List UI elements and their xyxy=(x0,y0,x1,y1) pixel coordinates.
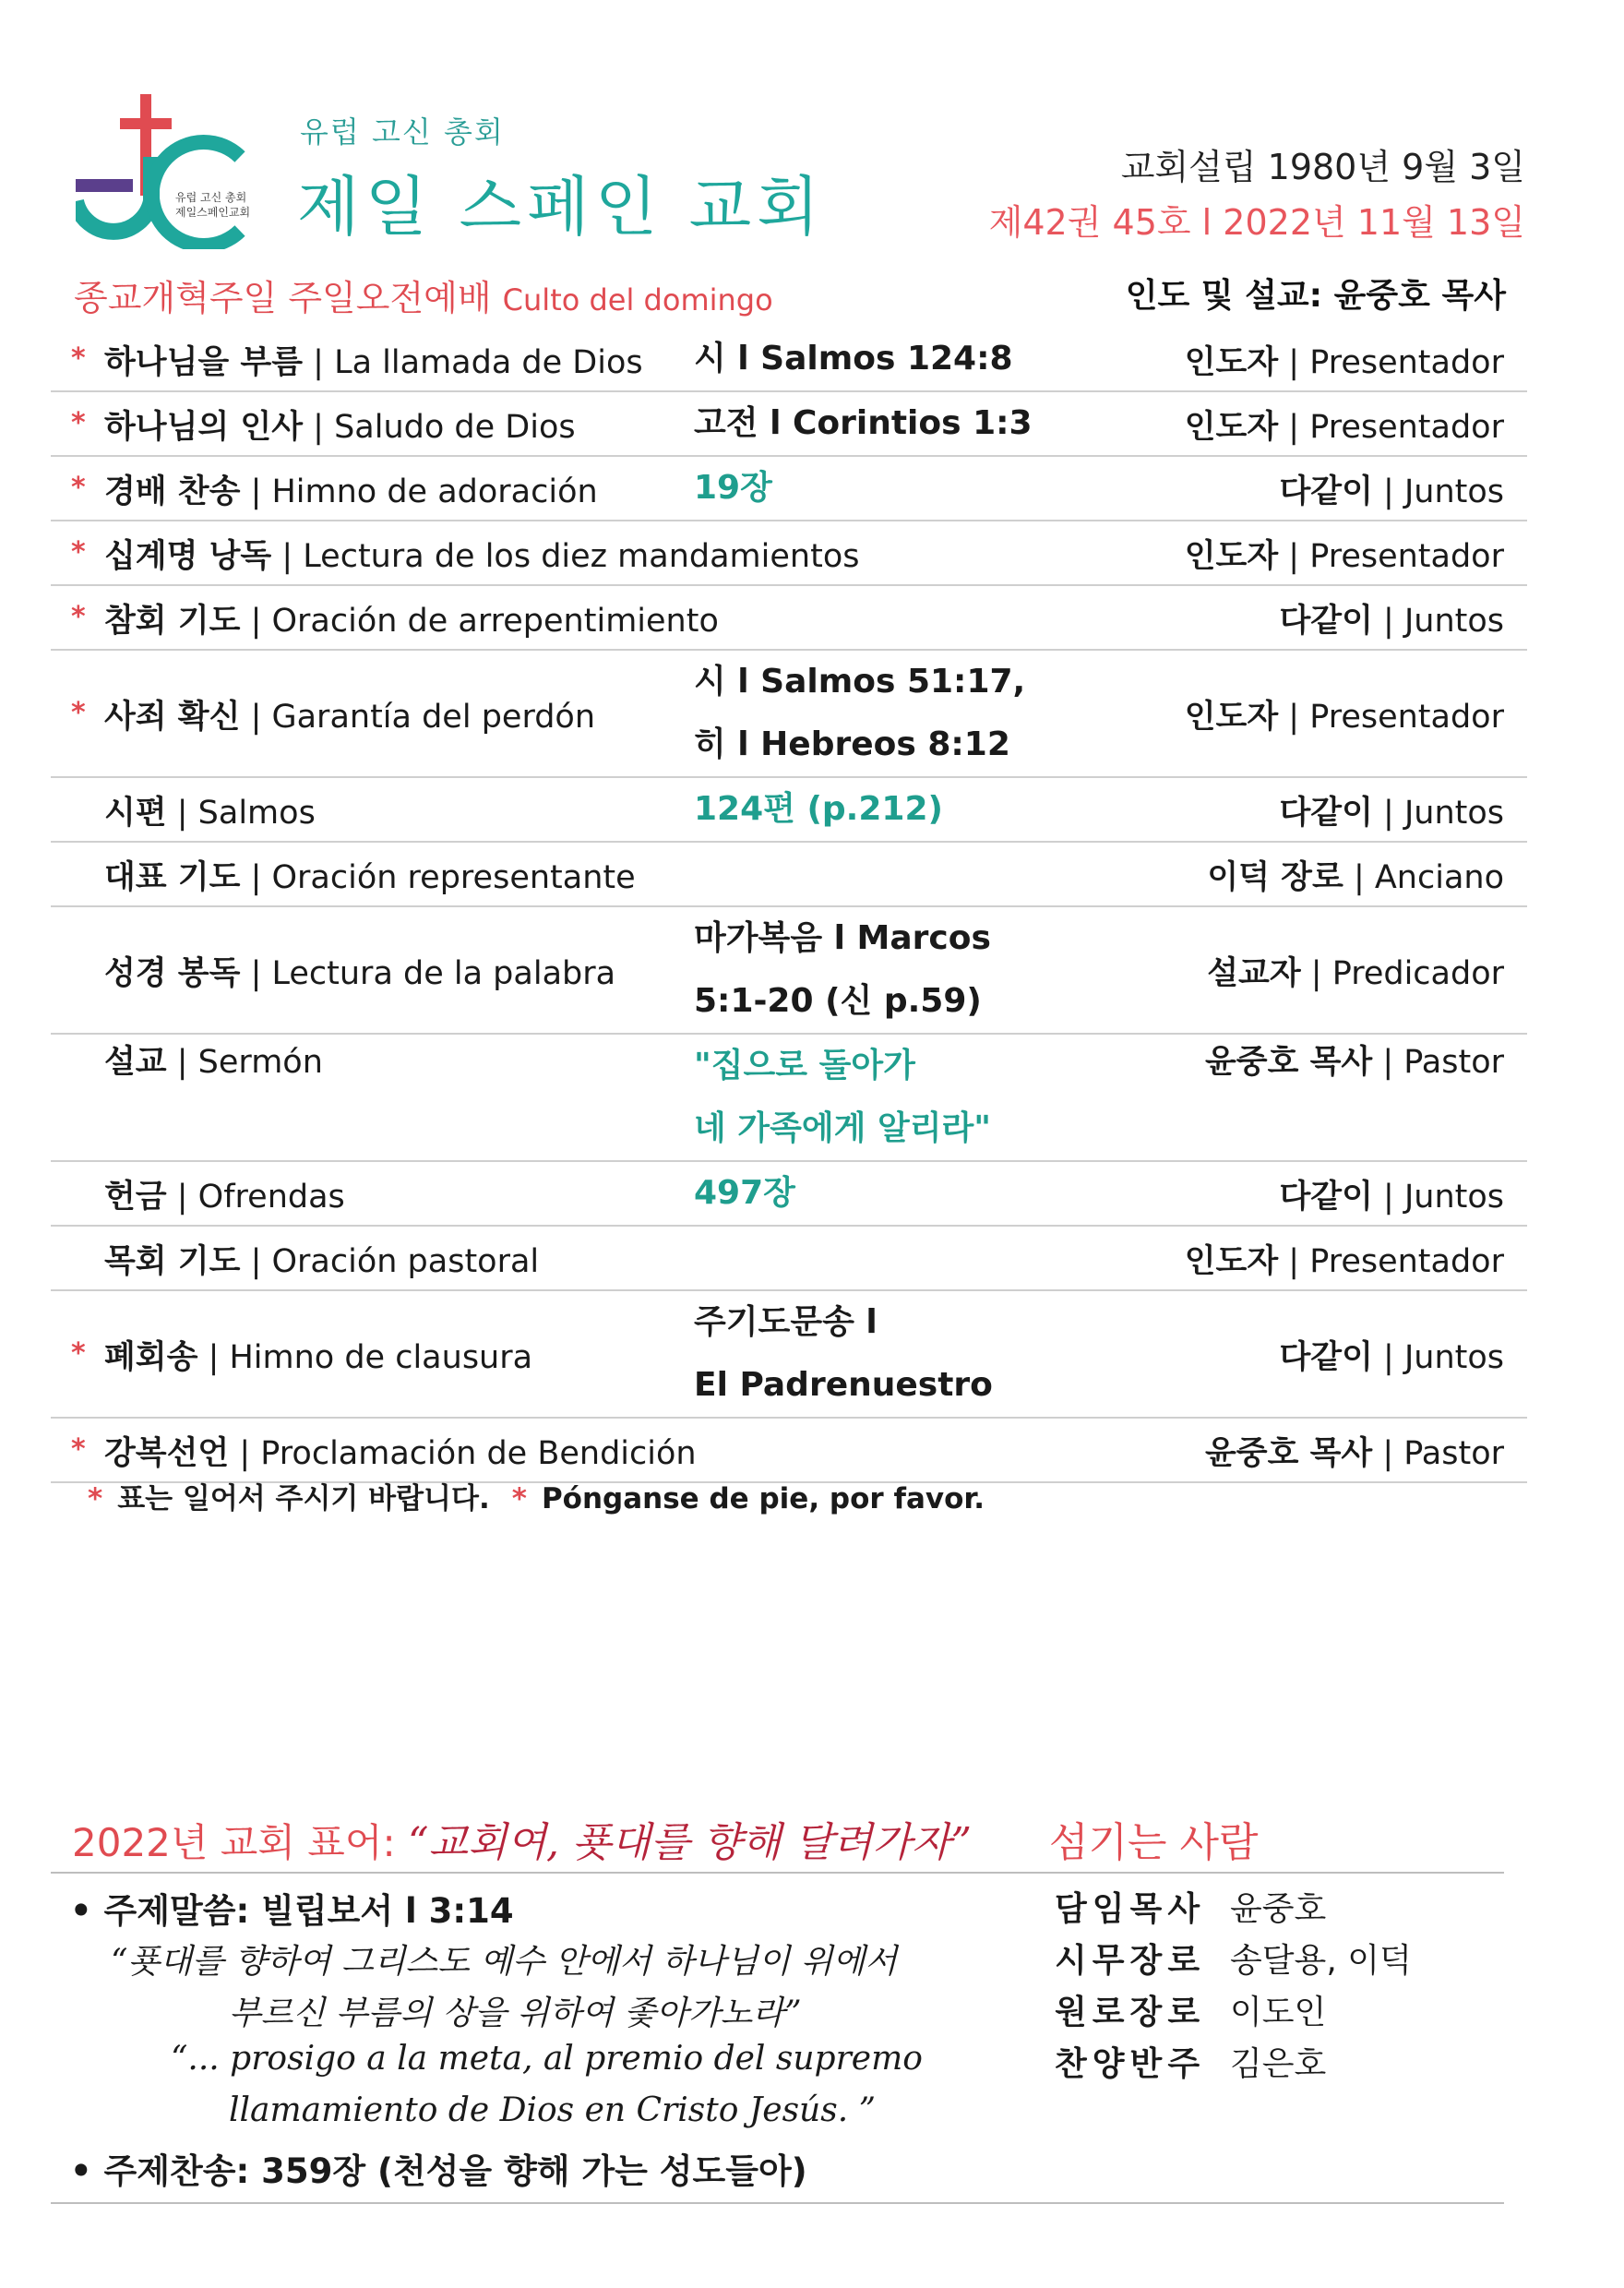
role-ko: 다같이 xyxy=(1279,1339,1373,1376)
worship-row xyxy=(51,651,1527,778)
stand-star: * xyxy=(88,1482,103,1515)
ref-line-2: 히 l Hebreos 8:12 xyxy=(694,725,1010,763)
theme-quote-ko-1: “푯대를 향하여 그리스도 예수 안에서 하나님이 위에서 xyxy=(111,1943,898,1981)
servant-title: 찬양반주 xyxy=(1055,2045,1206,2083)
worship-item: 강복선언 | Proclamación de Bendición xyxy=(104,1435,697,1472)
worship-row xyxy=(51,1162,1527,1227)
servant-entry xyxy=(1055,1935,1412,1982)
item-es: La llamada de Dios xyxy=(334,344,643,381)
item-es: Sermón xyxy=(197,1044,323,1081)
servant-name: 윤중호 xyxy=(1230,1890,1327,1928)
worship-role: 설교자 | Predicador xyxy=(1207,955,1504,992)
role-ko: 다같이 xyxy=(1279,795,1373,832)
worship-item: 하나님을 부름 | La llamada de Dios xyxy=(104,344,643,381)
item-es: Salmos xyxy=(197,795,316,832)
item-ko: 설교 xyxy=(104,1044,167,1081)
worship-item: 헌금 | Ofrendas xyxy=(104,1179,345,1216)
role-es: Presentador xyxy=(1309,344,1504,381)
worship-role: 다같이 | Juntos xyxy=(1279,603,1504,640)
servant-name: 이도인 xyxy=(1230,1994,1327,2031)
role-ko: 다같이 xyxy=(1279,473,1373,510)
service-title-es: Culto del domingo xyxy=(502,282,773,317)
theme-quote-es-1: “... prosigo a la meta, al premio del supremo xyxy=(171,2040,923,2078)
worship-row xyxy=(51,843,1527,907)
stand-marker: * xyxy=(71,407,86,439)
worship-row xyxy=(51,1227,1527,1291)
item-es: Proclamación de Bendición xyxy=(260,1435,697,1472)
worship-item: 시편 | Salmos xyxy=(104,795,316,832)
item-ko: 목회 기도 xyxy=(104,1243,241,1280)
stand-marker: * xyxy=(71,536,86,569)
worship-row xyxy=(51,392,1527,457)
item-ko: 폐회송 xyxy=(104,1339,198,1376)
role-es: Predicador xyxy=(1331,955,1504,992)
role-es: Presentador xyxy=(1309,409,1504,446)
item-es: Oración representante xyxy=(271,859,636,896)
stand-marker: * xyxy=(71,601,86,633)
stand-marker: * xyxy=(71,1337,86,1370)
worship-row xyxy=(51,778,1527,843)
theme-quote-es-2: llamamiento de Dios en Cristo Jesús. ” xyxy=(229,2091,876,2129)
role-es: Juntos xyxy=(1403,473,1504,510)
item-es: Lectura de la palabra xyxy=(271,955,616,992)
role-ko: 윤중호 목사 xyxy=(1204,1435,1373,1472)
servants-title: 섬기는 사람 xyxy=(1049,1819,1259,1866)
worship-role: 인도자 | Presentador xyxy=(1184,538,1504,575)
motto-text: “교회여, 푯대를 향해 달려가자” xyxy=(407,1819,972,1866)
worship-role: 다같이 | Juntos xyxy=(1279,1179,1504,1216)
ref-line-1: 497장 xyxy=(694,1174,795,1212)
stand-marker: * xyxy=(71,472,86,504)
stand-note xyxy=(88,1475,985,1516)
service-leader: 인도 및 설교: 윤중호 목사 xyxy=(1125,277,1506,315)
servant-entry xyxy=(1055,1883,1326,1930)
founded-date: 교회설립 1980년 9월 3일 xyxy=(1120,147,1525,187)
stand-star-2: * xyxy=(511,1482,527,1515)
divider-top xyxy=(51,1872,1504,1874)
worship-row xyxy=(51,457,1527,521)
logo-text-2: 제일스페인교회 xyxy=(175,206,251,219)
theme-verse-label: • 주제말씀: 빌립보서 l 3:14 xyxy=(70,1891,514,1931)
servant-name: 송달용, 이덕 xyxy=(1230,1942,1412,1980)
motto-label: 2022년 교회 표어: xyxy=(72,1820,408,1865)
logo-text-1: 유럽 고신 총회 xyxy=(175,191,247,204)
worship-row xyxy=(51,1035,1527,1162)
worship-role: 인도자 | Presentador xyxy=(1184,409,1504,446)
worship-item: 대표 기도 | Oración representante xyxy=(104,859,636,896)
item-ko: 십계명 낭독 xyxy=(104,538,272,575)
theme-quote-ko-2: 부르신 부름의 상을 위하여 좇아가노라” xyxy=(229,1995,802,2032)
servant-name: 김은호 xyxy=(1230,2045,1327,2083)
ref-line-1: 시 l Salmos 124:8 xyxy=(694,340,1013,377)
role-ko: 다같이 xyxy=(1279,1179,1373,1216)
role-ko: 다같이 xyxy=(1279,603,1373,640)
worship-role: 윤중호 목사 | Pastor xyxy=(1204,1044,1504,1081)
role-es: Juntos xyxy=(1403,603,1504,640)
scripture-ref xyxy=(694,392,1174,455)
ref-line-2: 네 가족에게 알리라" xyxy=(694,1109,992,1147)
worship-item: 목회 기도 | Oración pastoral xyxy=(104,1243,540,1280)
role-ko: 인도자 xyxy=(1184,344,1279,381)
item-es: Ofrendas xyxy=(197,1179,345,1216)
item-es: Himno de adoración xyxy=(271,473,598,510)
role-ko: 이덕 장로 xyxy=(1207,859,1343,896)
worship-row xyxy=(51,328,1527,392)
worship-item: 경배 찬송 | Himno de adoración xyxy=(104,473,598,510)
item-ko: 시편 xyxy=(104,795,167,832)
servant-title: 담임목사 xyxy=(1055,1890,1206,1928)
ref-line-2: El Padrenuestro xyxy=(694,1366,993,1404)
servant-entry xyxy=(1055,2038,1326,2085)
church-logo xyxy=(76,92,269,249)
worship-item: 십계명 낭독 | Lectura de los diez mandamientos xyxy=(104,538,860,575)
item-es: Garantía del perdón xyxy=(271,699,596,736)
ref-line-1: 마가복음 l Marcos xyxy=(694,919,991,957)
ref-line-1: 고전 l Corintios 1:3 xyxy=(694,404,1033,442)
stand-note-ko: 표는 일어서 주시기 바랍니다. xyxy=(117,1482,490,1515)
worship-row xyxy=(51,586,1527,651)
worship-item: 참회 기도 | Oración de arrepentimiento xyxy=(104,603,719,640)
role-ko: 인도자 xyxy=(1184,538,1279,575)
worship-item: 설교 | Sermón xyxy=(104,1044,323,1081)
role-es: Presentador xyxy=(1309,699,1504,736)
scripture-ref xyxy=(694,1291,1174,1417)
role-es: Presentador xyxy=(1309,1243,1504,1280)
scripture-ref xyxy=(694,907,1174,1033)
item-ko: 참회 기도 xyxy=(104,603,241,640)
worship-item: 사죄 확신 | Garantía del perdón xyxy=(104,699,596,736)
worship-row xyxy=(51,1419,1527,1483)
church-motto xyxy=(72,1809,972,1868)
worship-role: 인도자 | Presentador xyxy=(1184,344,1504,381)
role-es: Juntos xyxy=(1403,795,1504,832)
worship-row xyxy=(51,521,1527,586)
worship-item: 하나님의 인사 | Saludo de Dios xyxy=(104,409,576,446)
servant-title: 시무장로 xyxy=(1055,1942,1206,1980)
ref-line-2: 5:1-20 (신 p.59) xyxy=(694,982,982,1020)
order-of-worship xyxy=(51,328,1527,1483)
issue-info: 제42권 45호 l 2022년 11월 13일 xyxy=(988,202,1525,243)
scripture-ref xyxy=(694,1162,1174,1225)
scripture-ref xyxy=(694,1035,1174,1160)
ref-line-1: 19장 xyxy=(694,469,772,507)
scripture-ref xyxy=(694,651,1174,776)
item-es: Himno de clausura xyxy=(229,1339,533,1376)
item-ko: 사죄 확신 xyxy=(104,699,241,736)
worship-row xyxy=(51,907,1527,1035)
ref-line-1: 시 l Salmos 51:17, xyxy=(694,663,1026,701)
item-ko: 강복선언 xyxy=(104,1435,230,1472)
role-es: Pastor xyxy=(1403,1435,1504,1472)
worship-item: 폐회송 | Himno de clausura xyxy=(104,1339,533,1376)
worship-item: 성경 봉독 | Lectura de la palabra xyxy=(104,955,616,992)
stand-marker: * xyxy=(71,1433,86,1466)
item-es: Saludo de Dios xyxy=(334,409,576,446)
church-name: 제일 스페인 교회 xyxy=(297,169,825,245)
scripture-ref xyxy=(694,778,1174,841)
ref-line-1: 124편 (p.212) xyxy=(694,790,943,828)
role-ko: 인도자 xyxy=(1184,699,1279,736)
item-es: Lectura de los diez mandamientos xyxy=(303,538,860,575)
worship-role: 인도자 | Presentador xyxy=(1184,699,1504,736)
role-ko: 설교자 xyxy=(1207,955,1301,992)
item-ko: 헌금 xyxy=(104,1179,167,1216)
item-es: Oración de arrepentimiento xyxy=(271,603,719,640)
ref-line-1: "집으로 돌아가 xyxy=(694,1047,915,1084)
stand-note-es: Pónganse de pie, por favor. xyxy=(541,1482,985,1515)
divider-bottom xyxy=(51,2202,1504,2204)
service-title-ko: 종교개혁주일 주일오전예배 xyxy=(74,278,492,318)
stand-marker: * xyxy=(71,697,86,729)
item-ko: 하나님을 부름 xyxy=(104,344,304,381)
item-ko: 성경 봉독 xyxy=(104,955,241,992)
scripture-ref xyxy=(694,457,1174,520)
servant-title: 원로장로 xyxy=(1055,1994,1206,2031)
worship-role: 인도자 | Presentador xyxy=(1184,1243,1504,1280)
ref-line-1: 주기도문송 l xyxy=(694,1303,878,1341)
role-ko: 인도자 xyxy=(1184,409,1279,446)
worship-role: 다같이 | Juntos xyxy=(1279,1339,1504,1376)
item-es: Oración pastoral xyxy=(271,1243,540,1280)
role-ko: 윤중호 목사 xyxy=(1204,1044,1373,1081)
worship-row xyxy=(51,1291,1527,1419)
role-es: Presentador xyxy=(1309,538,1504,575)
theme-hymn: • 주제찬송: 359장 (천성을 향해 가는 성도들아) xyxy=(70,2151,807,2191)
role-ko: 인도자 xyxy=(1184,1243,1279,1280)
stand-marker: * xyxy=(71,342,86,375)
role-es: Pastor xyxy=(1403,1044,1504,1081)
item-ko: 하나님의 인사 xyxy=(104,409,304,446)
role-es: Juntos xyxy=(1403,1179,1504,1216)
role-es: Anciano xyxy=(1374,859,1504,896)
worship-role: 다같이 | Juntos xyxy=(1279,473,1504,510)
service-title xyxy=(74,270,773,320)
role-es: Juntos xyxy=(1403,1339,1504,1376)
worship-role: 이덕 장로 | Anciano xyxy=(1207,859,1504,896)
worship-role: 다같이 | Juntos xyxy=(1279,795,1504,832)
worship-role: 윤중호 목사 | Pastor xyxy=(1204,1435,1504,1472)
synod-name: 유럽 고신 총회 xyxy=(300,114,505,150)
item-ko: 대표 기도 xyxy=(104,859,241,896)
item-ko: 경배 찬송 xyxy=(104,473,241,510)
servant-entry xyxy=(1055,1986,1326,2033)
scripture-ref xyxy=(694,328,1174,390)
